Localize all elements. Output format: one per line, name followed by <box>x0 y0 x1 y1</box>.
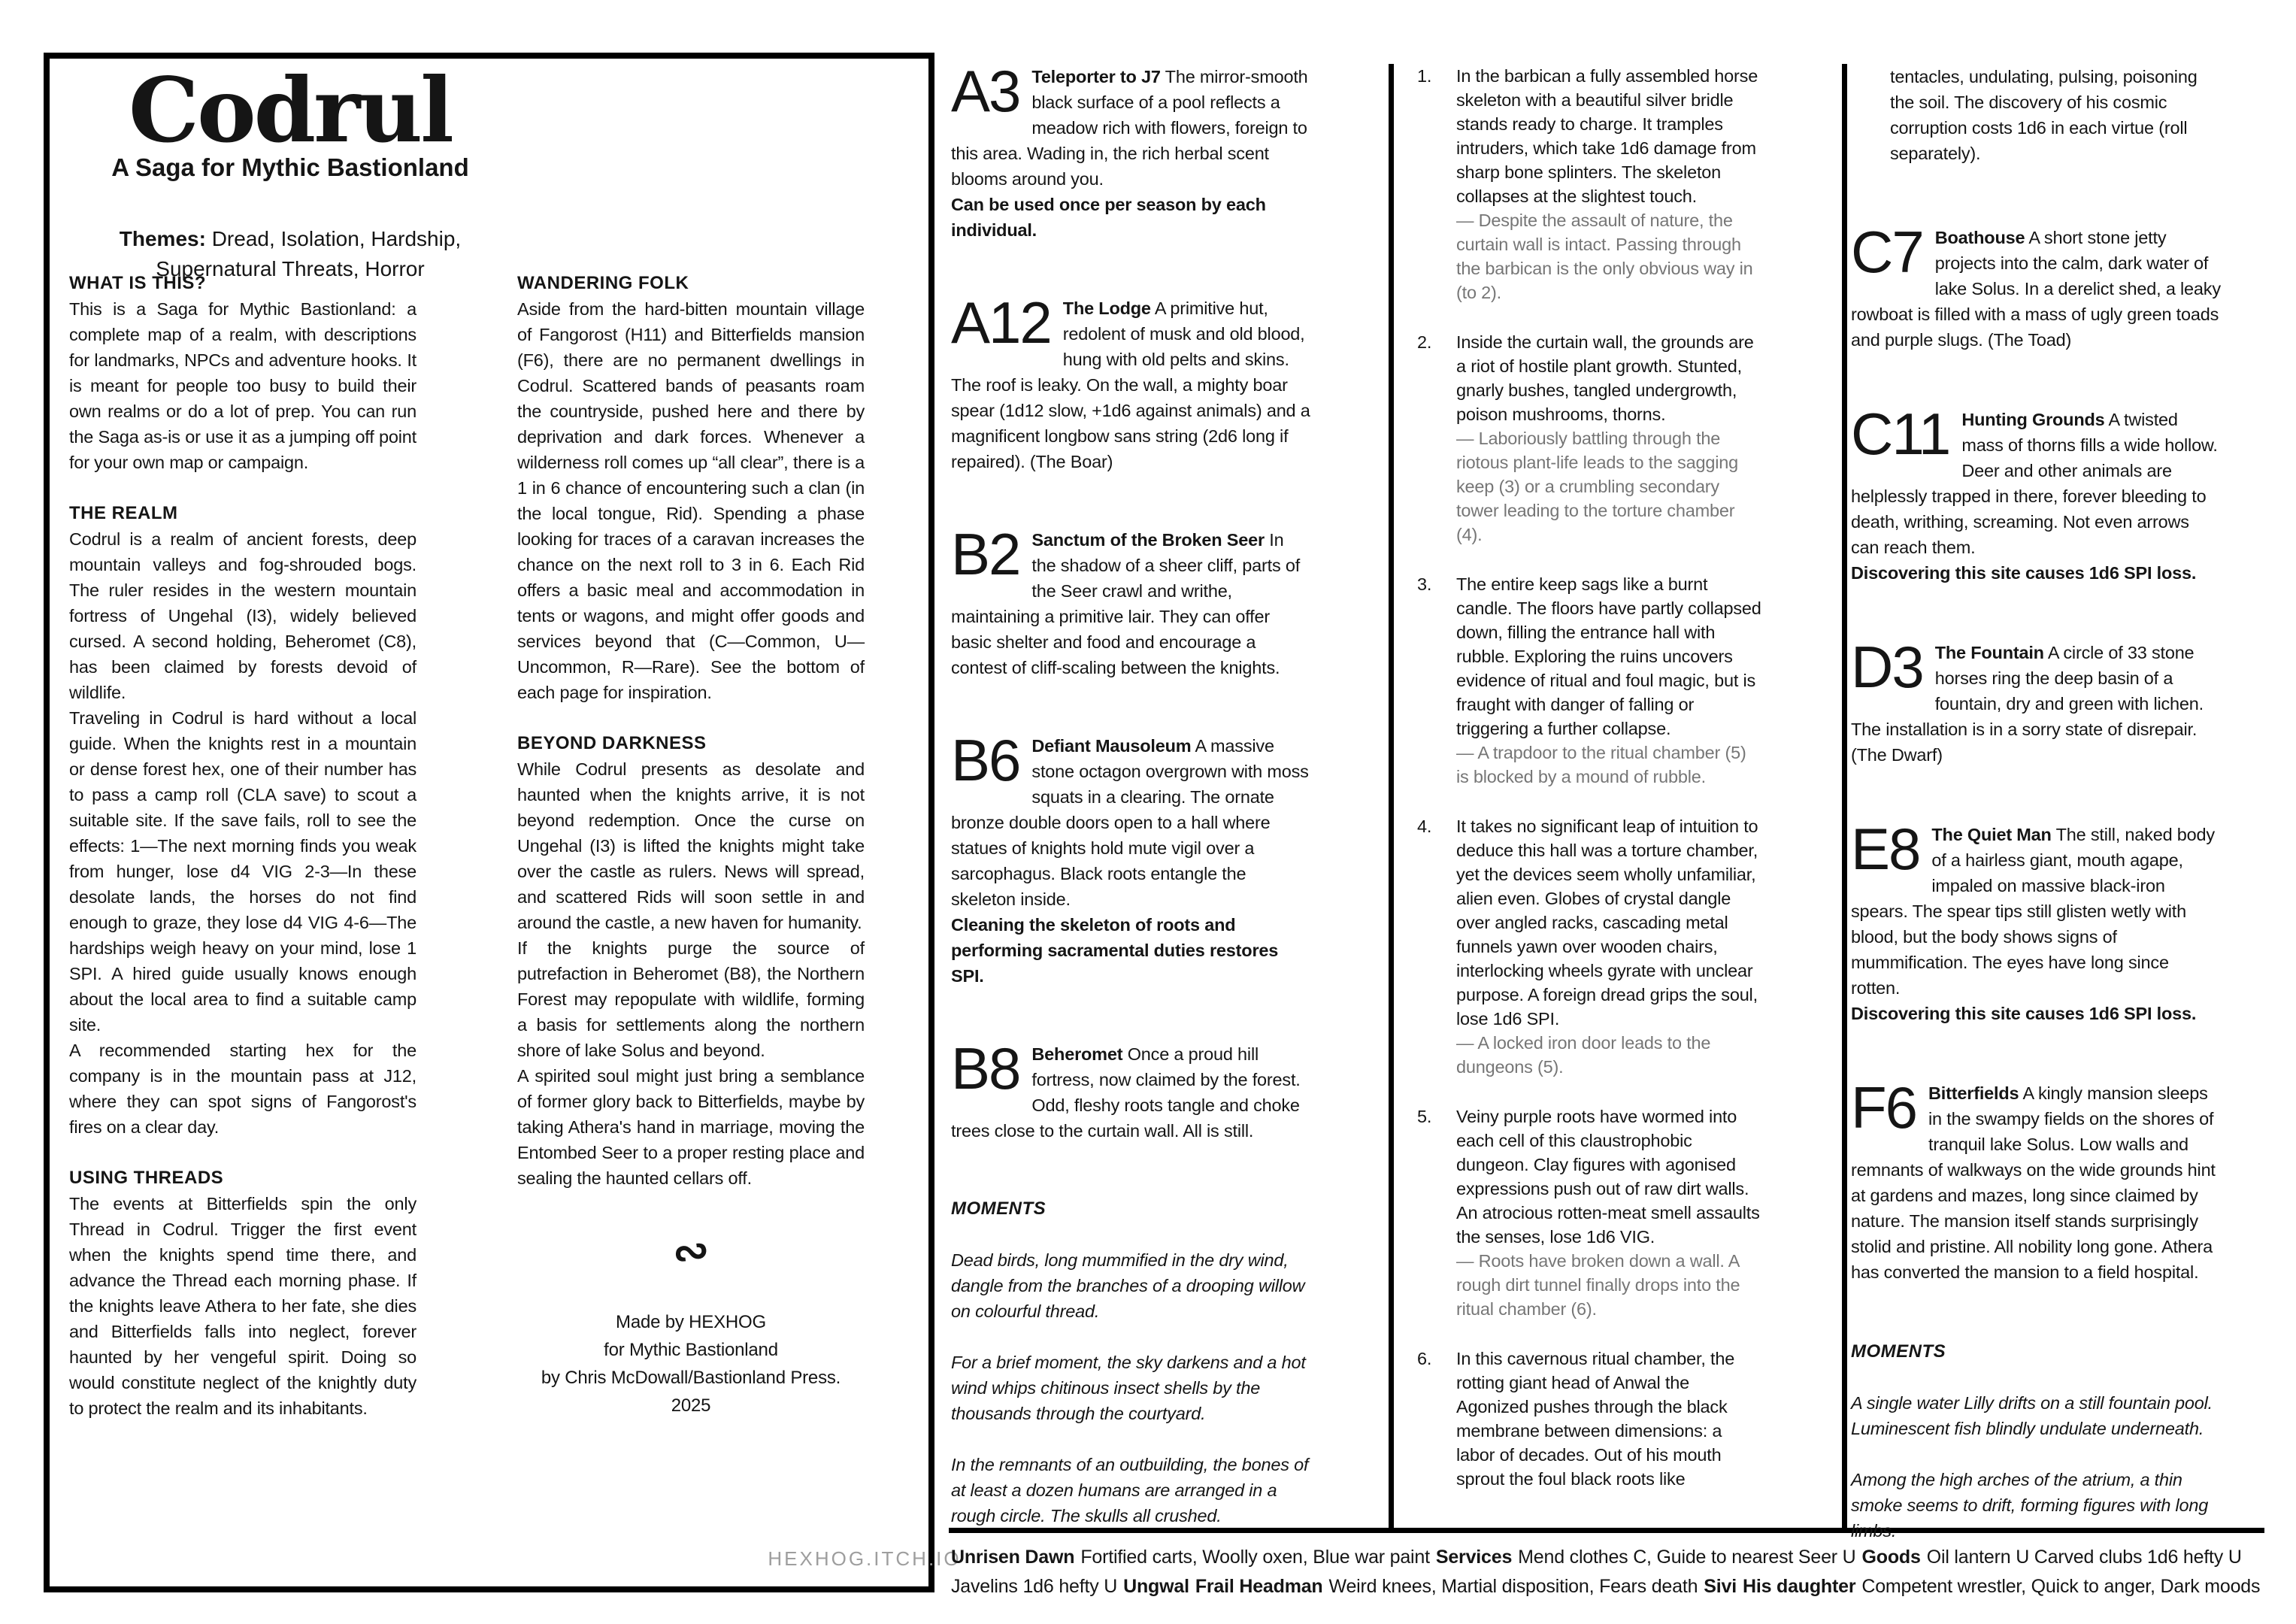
numbered-item-2 <box>1417 330 1763 547</box>
themes-text-1: Dread, Isolation, Hardship, <box>211 227 462 250</box>
hex-entry-title: Teleporter to J7 <box>1031 67 1161 86</box>
hex-entry-c11 <box>1851 401 2221 586</box>
section-heading-beyond: BEYOND DARKNESS <box>517 733 707 753</box>
item-text: The entire keep sags like a burnt candle. The floors have partly collapsed down, filling the entrance hall with rubble. Exploring the ruins uncovers evidence of ritual and foul magic, but is fraught with danger of falling or triggering a further collapse. <box>1456 574 1761 738</box>
hex-entry-title: The Lodge <box>1062 298 1151 318</box>
footer-role: Frail Headman <box>1195 1576 1323 1597</box>
themes-label: Themes: <box>119 227 206 250</box>
title-block <box>72 58 508 182</box>
item-note: — A trapdoor to the ritual chamber (5) is blocked by a mound of rubble. <box>1456 743 1746 786</box>
item-note: — A locked iron door leads to the dungeons (5). <box>1456 1033 1711 1077</box>
item-text: Inside the curtain wall, the grounds are a riot of hostile plant growth. Stunted, gnarly bushes, tangled undergrowth, poison mushrooms, thorns. <box>1456 332 1754 424</box>
themes-text-2: Supernatural Threats, Horror <box>156 257 425 280</box>
item-note: — Roots have broken down a wall. A rough dirt tunnel finally drops into the ritual chamber (6). <box>1456 1251 1740 1319</box>
footer-role: His daughter <box>1742 1576 1856 1597</box>
footer-desc: Mend clothes C, Guide to nearest Seer U <box>1518 1547 1856 1568</box>
hex-entry-a3 <box>951 58 1310 243</box>
moments-heading: MOMENTS <box>1851 1341 1946 1362</box>
hex-entry-title: Hunting Grounds <box>1961 410 2105 429</box>
item-text: In this cavernous ritual chamber, the rotting giant head of Anwal the Agonized pushes through the black membrane between dimensions: a labor of decades. Out of his mouth sprout the foul black roots like <box>1456 1349 1735 1489</box>
hex-entry-b8 <box>951 1035 1310 1144</box>
hex-entry-body: A circle of 33 stone horses ring the deep basin of a fountain, dry and green with lichen. The installation is in a sorry state of disrepair. (The Dwarf) <box>1851 643 2204 765</box>
hex-label: B8 <box>951 1035 1020 1101</box>
hex-entry-body: A massive stone octagon overgrown with moss squats in a clearing. The ornate bronze double doors open to a hall where statues of knights hold mute vigil over a sarcophagus. Black roots entangle the skeleton inside. <box>951 736 1309 909</box>
hex-entry-body: A kingly mansion sleeps in the swampy fields on the shores of tranquil lake Solus. Low walls and remnants of walkways on the wide grounds hint at gardens and mazes, long since claimed by nature. The mansion itself stands surprisingly stolid and pristine. All nobility long gone. Athera has converted the mansion to a field hospital. <box>1851 1083 2216 1282</box>
numbered-locations-column <box>1417 64 1763 1516</box>
section-heading-threads: USING THREADS <box>69 1168 224 1188</box>
footer-desc: Fortified carts, Woolly oxen, Blue war paint <box>1080 1547 1430 1568</box>
hex-entry-note: Can be used once per season by each individual. <box>951 195 1266 240</box>
hex-entry-title: Defiant Mausoleum <box>1031 736 1192 756</box>
page-subtitle: A Saga for Mythic Bastionland <box>111 153 469 181</box>
moment-text: A single water Lilly drifts on a still fountain pool. Luminescent fish blindly undulate underneath. <box>1851 1393 2213 1438</box>
hex-label: D3 <box>1851 634 1923 700</box>
moment-text: For a brief moment, the sky darkens and a hot wind whips chitinous insect shells by the thousands through the courtyard. <box>951 1353 1306 1423</box>
hex-entry-body: The still, naked body of a hairless giant, mouth agape, impaled on massive black-iron spears. The spear tips still glisten wetly with blood, but the body shows signs of mummification. The eyes have long since rotten. <box>1851 825 2215 998</box>
hex-label: C11 <box>1851 401 1950 467</box>
moments-section <box>951 1196 1310 1529</box>
swash-ornament-icon: ∾ <box>669 1224 713 1279</box>
hex-entry-title: The Fountain <box>1934 643 2044 662</box>
hex-entry-title: The Quiet Man <box>1931 825 2052 844</box>
hex-entry-c7 <box>1851 219 2221 353</box>
hex-label: E8 <box>1851 816 1920 882</box>
footer-name: Unrisen Dawn <box>951 1547 1075 1568</box>
hex-label: F6 <box>1851 1074 1917 1141</box>
hex-entries-column-1 <box>951 58 1310 1554</box>
item-number: 2. <box>1417 332 1432 352</box>
section-text: Aside from the hard-bitten mountain village of Fangorost (H11) and Bitterfields mansion (F6), there are no permanent dwellings in Codrul. Scattered bands of peasants roam the countryside, pushed here and there by deprivation and dark forces. Whenever a wilderness roll comes up “all clear”, there is a 1 in 6 chance of encountering such a clan (in the local tongue, Rid). Spending a phase looking for traces of a caravan increases the chance on the next roll to 3 in 6. Each Rid offers a basic meal and accommodation in tents or wagons, and might offer goods and services beyond that (C—Common, U—Uncommon, R—Rare). See the bottom of each page for inspiration. <box>517 299 865 702</box>
credits-block <box>517 1308 865 1419</box>
hex-entry-title: Bitterfields <box>1928 1083 2019 1103</box>
column-divider <box>1842 64 1847 1528</box>
footer-name: Goods <box>1861 1547 1921 1568</box>
moment-text: In the remnants of an outbuilding, the bones of at least a dozen humans are arranged in a rough circle. The skulls all crushed. <box>951 1455 1309 1526</box>
hex-label: B2 <box>951 521 1020 587</box>
section-text: Traveling in Codrul is hard without a local guide. When the knights rest in a mountain or dense forest hex, one of their number has to pass a camp roll (CLA save) to scout a suitable site. If the save fails, roll to see the effects: 1—The next morning finds you weak from hunger, lose d4 VIG 2-3—In these desolate lands, the horses do not find enough to graze, they lose d4 VIG 4-6—The hardships weigh heavy on your mind, lose 1 SPI. A hired guide usually knows enough about the local area to find a suitable camp site. <box>69 708 416 1035</box>
hex-entry-title: Boathouse <box>1934 228 2025 247</box>
hex-entry-body: A short stone jetty projects into the calm, dark water of lake Solus. In a derelict shed, a leaky rowboat is filled with a mass of ugly green toads and purple slugs. (The Toad) <box>1851 228 2221 350</box>
hex-entry-f6 <box>1851 1074 2221 1285</box>
credits-line-4: 2025 <box>671 1395 711 1416</box>
section-heading-wandering: WANDERING FOLK <box>517 273 689 293</box>
saga-info-panel <box>44 53 934 1592</box>
section-heading-what: WHAT IS THIS? <box>69 273 207 293</box>
footer-desc: Weird knees, Martial disposition, Fears death <box>1328 1576 1698 1597</box>
credits-line-3: by Chris McDowall/Bastionland Press. <box>541 1368 841 1388</box>
item-6-continuation: tentacles, undulating, pulsing, poisoning the soil. The discovery of his cosmic corruption costs 1d6 in each virtue (roll separately). <box>1890 67 2198 163</box>
numbered-item-6 <box>1417 1347 1763 1491</box>
hex-entry-b6 <box>951 727 1310 989</box>
section-text: This is a Saga for Mythic Bastionland: a complete map of a realm, with descriptions for landmarks, NPCs and adventure hooks. It is meant for people too busy to build their own realms or do a lot of prep. You can run the Saga as-is or use it as a jumping off point for your own map or campaign. <box>69 299 416 472</box>
hex-entry-d3 <box>1851 634 2221 768</box>
hex-label: C7 <box>1851 219 1923 285</box>
hex-entry-a12 <box>951 289 1310 474</box>
footer-name: Services <box>1435 1547 1513 1568</box>
hex-entry-b2 <box>951 521 1310 680</box>
hex-entry-body: Once a proud hill fortress, now claimed by the forest. Odd, fleshy roots tangle and choke trees close to the curtain wall. All is still. <box>951 1044 1301 1141</box>
hex-entry-title: Sanctum of the Broken Seer <box>1031 530 1265 550</box>
hex-label: A3 <box>951 58 1020 124</box>
footer-desc: Oil lantern U Carved clubs 1d6 hefty U Javelins 1d6 hefty U <box>951 1547 2242 1597</box>
item-number: 3. <box>1417 574 1432 594</box>
hex-entry-note: Cleaning the skeleton of roots and performing sacramental duties restores SPI. <box>951 915 1279 986</box>
hex-label: B6 <box>951 727 1020 793</box>
section-text: If the knights purge the source of putrefaction in Beheromet (B8), the Northern Forest may repopulate with wildlife, forming a basis for settlements along the northern shore of lake Solus and beyond. <box>517 938 865 1060</box>
section-text: The events at Bitterfields spin the only Thread in Codrul. Trigger the first event when the knights spend time there, and advance the Thread each morning phase. If the knights leave Athera to her fate, she dies and Bitterfields falls into neglect, forever haunted by her vengeful spirit. Doing so would constitute neglect of the knightly duty to protect the realm and its inhabitants. <box>69 1194 416 1418</box>
item-note: — Laboriously battling through the riotous plant-life leads to the sagging keep (3) or a crumbling secondary tower leading to the torture chamber (4). <box>1456 429 1738 544</box>
credits-line-1: Made by HEXHOG <box>616 1312 766 1332</box>
site-url-label: HEXHOG.ITCH.IO <box>768 1547 962 1570</box>
hex-entry-note: Discovering this site causes 1d6 SPI loss. <box>1851 563 2197 583</box>
item-text: In the barbican a fully assembled horse skeleton with a beautiful silver bridle stands ready to charge. It tramples intruders, which take 1d6 damage from sharp bone splinters. The skeleton collapses at the slightest touch. <box>1456 66 1758 206</box>
section-heading-realm: THE REALM <box>69 503 178 523</box>
numbered-item-4 <box>1417 814 1763 1079</box>
moments-section <box>1851 1339 2221 1544</box>
hex-entry-note: Discovering this site causes 1d6 SPI loss. <box>1851 1004 2197 1023</box>
item-number: 1. <box>1417 66 1432 86</box>
section-text: A recommended starting hex for the company is in the mountain pass at J12, where they can spot signs of Fangorost's fires on a clear day. <box>69 1041 416 1137</box>
item-number: 4. <box>1417 817 1432 836</box>
numbered-item-3 <box>1417 572 1763 789</box>
item-text: Veiny purple roots have wormed into each cell of this claustrophobic dungeon. Clay figures with agonised expressions push out of raw dirt walls. An atrocious rotten-meat smell assaults the senses, lose 1d6 VIG. <box>1456 1107 1760 1247</box>
page-title: Codrul <box>129 58 452 162</box>
footer-name: Sivi <box>1704 1576 1737 1597</box>
hex-entry-body: A twisted mass of thorns fills a wide hollow. Deer and other animals are helplessly trapped in there, forever bleeding to death, writhing, screaming. Not even arrows can reach them. <box>1851 410 2218 557</box>
item-number: 6. <box>1417 1349 1432 1368</box>
numbered-item-5 <box>1417 1104 1763 1321</box>
footer-desc: Competent wrestler, Quick to anger, Dark moods <box>1861 1576 2261 1597</box>
item-note: — Despite the assault of nature, the curtain wall is intact. Passing through the barbican is the only obvious way in (to 2). <box>1456 211 1753 302</box>
section-text: While Codrul presents as desolate and haunted when the knights arrive, it is not beyond redemption. Once the curse on Ungehal (I3) is lifted the knights might take over the castle as rulers. News will spread, and scattered Rids will soon settle in and around the castle, a new haven for humanity. <box>517 759 865 932</box>
hex-entry-body: The mirror-smooth black surface of a pool reflects a meadow rich with flowers, foreign to this area. Wading in, the rich herbal scent blooms around you. <box>951 67 1308 189</box>
hex-entries-column-2 <box>1851 64 2221 1569</box>
moment-text: Among the high arches of the atrium, a thin smoke seems to drift, forming figures with long limbs. <box>1851 1470 2209 1541</box>
hex-entry-title: Beheromet <box>1031 1044 1123 1064</box>
panel-column-1 <box>69 271 416 1421</box>
item-number: 5. <box>1417 1107 1432 1126</box>
panel-column-2 <box>517 271 865 1419</box>
hex-entry-e8 <box>1851 816 2221 1026</box>
numbered-item-1 <box>1417 64 1763 304</box>
inspiration-footer <box>951 1543 2267 1601</box>
moments-heading: MOMENTS <box>951 1198 1047 1219</box>
moment-text: Dead birds, long mummified in the dry wind, dangle from the branches of a drooping willow on colourful thread. <box>951 1250 1305 1321</box>
item-text: It takes no significant leap of intuition to deduce this hall was a torture chamber, yet the devices seem wholly unfamiliar, alien even. Globes of crystal dangle over angled racks, cascading metal funnels yawn over wooden chairs, interlocking wheels gyrate with unclear purpose. A foreign dread grips the soul, lose 1d6 SPI. <box>1456 817 1758 1029</box>
section-text: A spirited soul might just bring a semblance of former glory back to Bitterfields, maybe by taking Athera's hand in marriage, moving the Entombed Seer to a proper resting place and sealing the haunted cellars off. <box>517 1066 865 1188</box>
hex-label: A12 <box>951 289 1051 356</box>
section-text: Codrul is a realm of ancient forests, deep mountain valleys and fog-shrouded bogs. The ruler resides in the western mountain fortress of Ungehal (I3), widely believed cursed. A second holding, Beheromet (C8), has been claimed by forests devoid of wildlife. <box>69 529 416 702</box>
credits-line-2: for Mythic Bastionland <box>604 1340 778 1360</box>
footer-name: Ungwal <box>1123 1576 1189 1597</box>
column-divider <box>1389 64 1394 1528</box>
hex-entry-body: In the shadow of a sheer cliff, parts of the Seer crawl and writhe, maintaining a primitive lair. They can offer basic shelter and food and encourage a contest of cliff-scaling between the knights. <box>951 530 1301 677</box>
hex-entry-body: A primitive hut, redolent of musk and old blood, hung with old pelts and skins. The roof is leaky. On the wall, a mighty boar spear (1d12 slow, +1d6 against animals) and a magnificent longbow sans string (2d6 long if repaired). (The Boar) <box>951 298 1310 471</box>
